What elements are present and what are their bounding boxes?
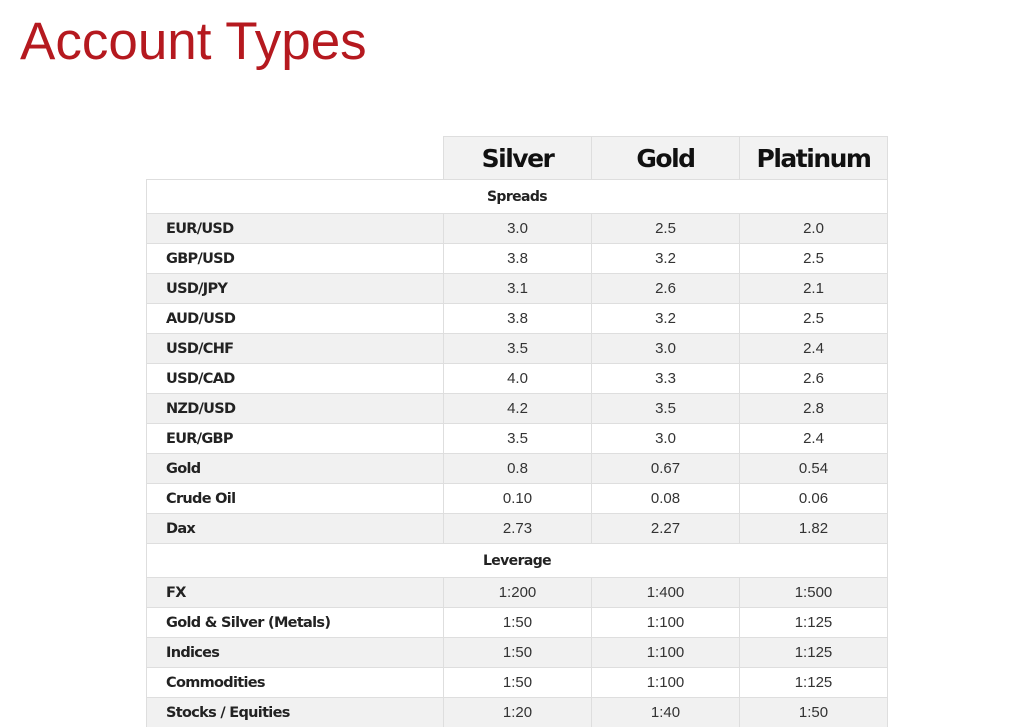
cell-platinum: 0.54 — [740, 454, 888, 484]
row-label: Indices — [147, 638, 444, 668]
column-header-gold: Gold — [592, 137, 740, 180]
cell-silver: 2.73 — [444, 514, 592, 544]
row-label: EUR/USD — [147, 214, 444, 244]
cell-gold: 3.5 — [592, 394, 740, 424]
section-title: Spreads — [147, 180, 888, 214]
header-row — [147, 137, 888, 180]
cell-silver: 1:50 — [444, 668, 592, 698]
cell-gold: 3.0 — [592, 424, 740, 454]
cell-silver: 3.0 — [444, 214, 592, 244]
cell-gold: 2.6 — [592, 274, 740, 304]
section-row-spreads — [147, 180, 888, 214]
row-label: FX — [147, 578, 444, 608]
cell-gold: 0.08 — [592, 484, 740, 514]
table-row — [147, 244, 888, 274]
cell-silver: 0.10 — [444, 484, 592, 514]
table-row — [147, 424, 888, 454]
page-title: Account Types — [20, 12, 367, 71]
table-row — [147, 214, 888, 244]
cell-gold: 3.2 — [592, 304, 740, 334]
account-types-table-wrap — [146, 136, 888, 727]
table-row — [147, 698, 888, 727]
cell-platinum: 2.4 — [740, 424, 888, 454]
cell-platinum: 1:125 — [740, 668, 888, 698]
table-row — [147, 334, 888, 364]
row-label: Dax — [147, 514, 444, 544]
account-types-table — [146, 136, 888, 727]
cell-silver: 3.5 — [444, 334, 592, 364]
cell-platinum: 2.5 — [740, 244, 888, 274]
cell-silver: 3.8 — [444, 304, 592, 334]
table-row — [147, 608, 888, 638]
row-label: EUR/GBP — [147, 424, 444, 454]
row-label: USD/CAD — [147, 364, 444, 394]
cell-gold: 3.0 — [592, 334, 740, 364]
row-label: Gold & Silver (Metals) — [147, 608, 444, 638]
cell-gold: 1:100 — [592, 638, 740, 668]
cell-silver: 1:20 — [444, 698, 592, 727]
table-row — [147, 638, 888, 668]
column-header-platinum: Platinum — [740, 137, 888, 180]
cell-silver: 0.8 — [444, 454, 592, 484]
table-row — [147, 484, 888, 514]
row-label: AUD/USD — [147, 304, 444, 334]
row-label: Commodities — [147, 668, 444, 698]
cell-platinum: 1:500 — [740, 578, 888, 608]
cell-silver: 4.2 — [444, 394, 592, 424]
table-row — [147, 364, 888, 394]
section-row-leverage — [147, 544, 888, 578]
column-header-silver: Silver — [444, 137, 592, 180]
cell-gold: 3.2 — [592, 244, 740, 274]
table-row — [147, 668, 888, 698]
table-row — [147, 514, 888, 544]
cell-gold: 2.5 — [592, 214, 740, 244]
table-row — [147, 274, 888, 304]
table-row — [147, 304, 888, 334]
cell-silver: 1:50 — [444, 638, 592, 668]
cell-platinum: 2.1 — [740, 274, 888, 304]
row-label: USD/JPY — [147, 274, 444, 304]
cell-silver: 3.5 — [444, 424, 592, 454]
cell-gold: 0.67 — [592, 454, 740, 484]
cell-platinum: 2.5 — [740, 304, 888, 334]
cell-platinum: 1:125 — [740, 638, 888, 668]
cell-silver: 1:50 — [444, 608, 592, 638]
table-row — [147, 394, 888, 424]
cell-platinum: 2.4 — [740, 334, 888, 364]
cell-gold: 1:40 — [592, 698, 740, 727]
cell-silver: 3.8 — [444, 244, 592, 274]
row-label: Gold — [147, 454, 444, 484]
cell-gold: 2.27 — [592, 514, 740, 544]
cell-platinum: 1.82 — [740, 514, 888, 544]
row-label: USD/CHF — [147, 334, 444, 364]
cell-platinum: 1:50 — [740, 698, 888, 727]
row-label: Stocks / Equities — [147, 698, 444, 727]
cell-platinum: 0.06 — [740, 484, 888, 514]
cell-gold: 1:100 — [592, 608, 740, 638]
cell-silver: 3.1 — [444, 274, 592, 304]
header-corner-cell — [147, 137, 444, 180]
table-body — [147, 180, 888, 727]
row-label: NZD/USD — [147, 394, 444, 424]
cell-gold: 1:100 — [592, 668, 740, 698]
row-label: Crude Oil — [147, 484, 444, 514]
cell-gold: 1:400 — [592, 578, 740, 608]
cell-silver: 4.0 — [444, 364, 592, 394]
row-label: GBP/USD — [147, 244, 444, 274]
cell-gold: 3.3 — [592, 364, 740, 394]
cell-platinum: 2.0 — [740, 214, 888, 244]
cell-platinum: 2.8 — [740, 394, 888, 424]
table-row — [147, 454, 888, 484]
table-row — [147, 578, 888, 608]
cell-silver: 1:200 — [444, 578, 592, 608]
cell-platinum: 1:125 — [740, 608, 888, 638]
cell-platinum: 2.6 — [740, 364, 888, 394]
section-title: Leverage — [147, 544, 888, 578]
